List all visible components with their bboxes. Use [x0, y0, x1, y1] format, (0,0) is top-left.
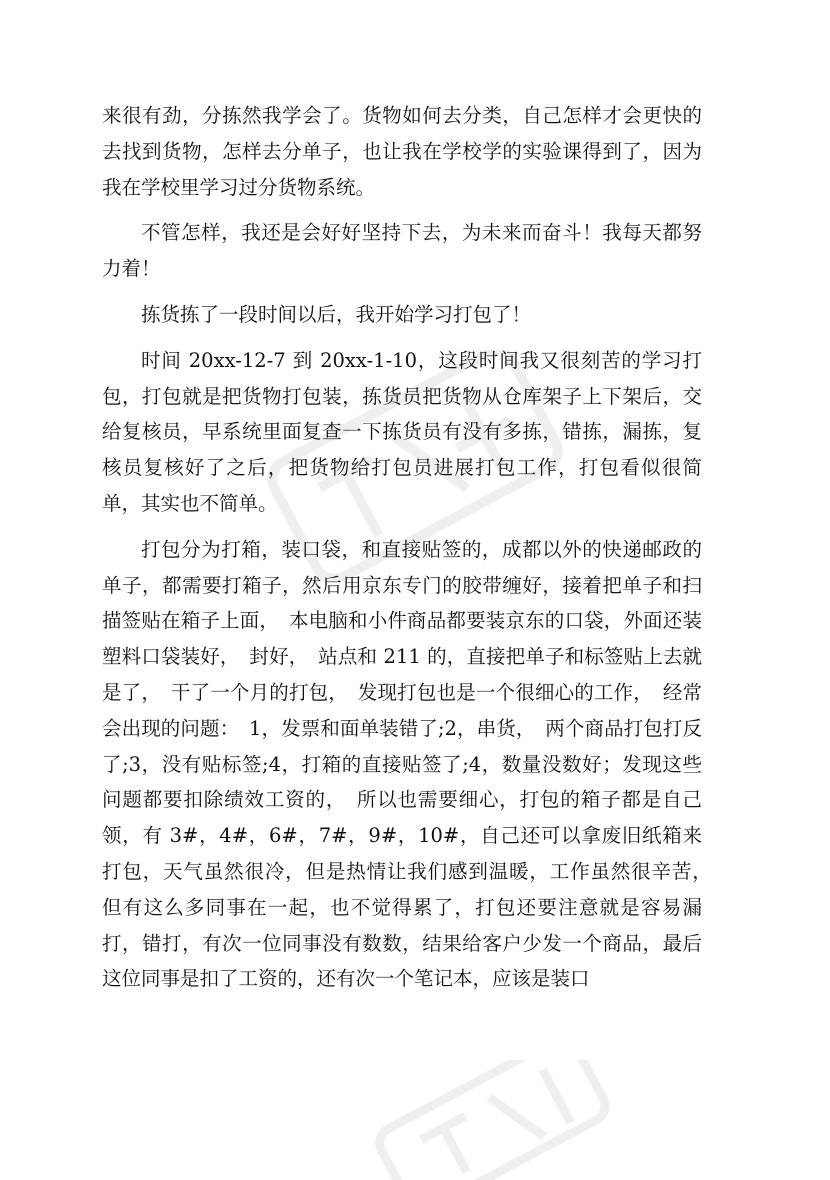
watermark-logo-bottom — [360, 1060, 620, 1180]
paragraph-1: 来很有劲，分拣然我学会了。货物如何去分类，自己怎样才会更快的去找到货物，怎样去分单子，也让我在学校学的实验课得到了，因为我在学校里学习过分货物系统。 — [102, 104, 702, 199]
paragraph-2: 不管怎样，我还是会好好坚持下去，为未来而奋斗！我每天都努力着！ — [102, 221, 702, 281]
paragraph-5: 打包分为打箱，装口袋，和直接贴签的，成都以外的快递邮政的单子，都需要打箱子，然后用京东专门的胶带缠好，接着把单子和扫描签贴在箱子上面， 本电脑和小件商品都要装京东的口袋，外面还装塑料口袋装好， 封好， 站点和 211 的，直接把单子和标签贴上去就是了， 干了一个月的打包， 发现打包也是一个很细心的工作， 经常会出现的问题： 1，发票和面单装错了;2，串货， 两个商品打包打反了;3，没有贴标签;4，打箱的直接贴签了;4，数量没数好；发现这些问题都要扣除绩效工资的， 所以也需要细心，打包的箱子都是自己领，有 3#，4#，6#，7#，9#，10#，自己还可以拿废旧纸箱来打包，天气虽然很冷，但是热情让我们感到温暖，工作虽然很辛苦， 但有这么多同事在一起，也不觉得累了，打包还要注意就是容易漏打，错打，有次一位同事没有数数，结果给客户少发一个商品，最后这位同事是扣了工资的，还有次一个笔记本，应该是装口 — [102, 537, 722, 991]
paragraph-4: 时间 20xx-12-7 到 20xx-1-10，这段时间我又很刻苦的学习打包，打包就是把货物打包装，拣货员把货物从仓库架子上下架后，交给复核员，早系统里面复查一下拣货员有没有多拣，错拣，漏拣，复核员复核好了之后，把货物给打包员进展打包工作，打包看似很简单，其实也不简单。 — [102, 348, 702, 515]
paragraph-3: 拣货拣了一段时间以后，我开始学习打包了！ — [141, 302, 532, 326]
document-body — [102, 98, 722, 1007]
